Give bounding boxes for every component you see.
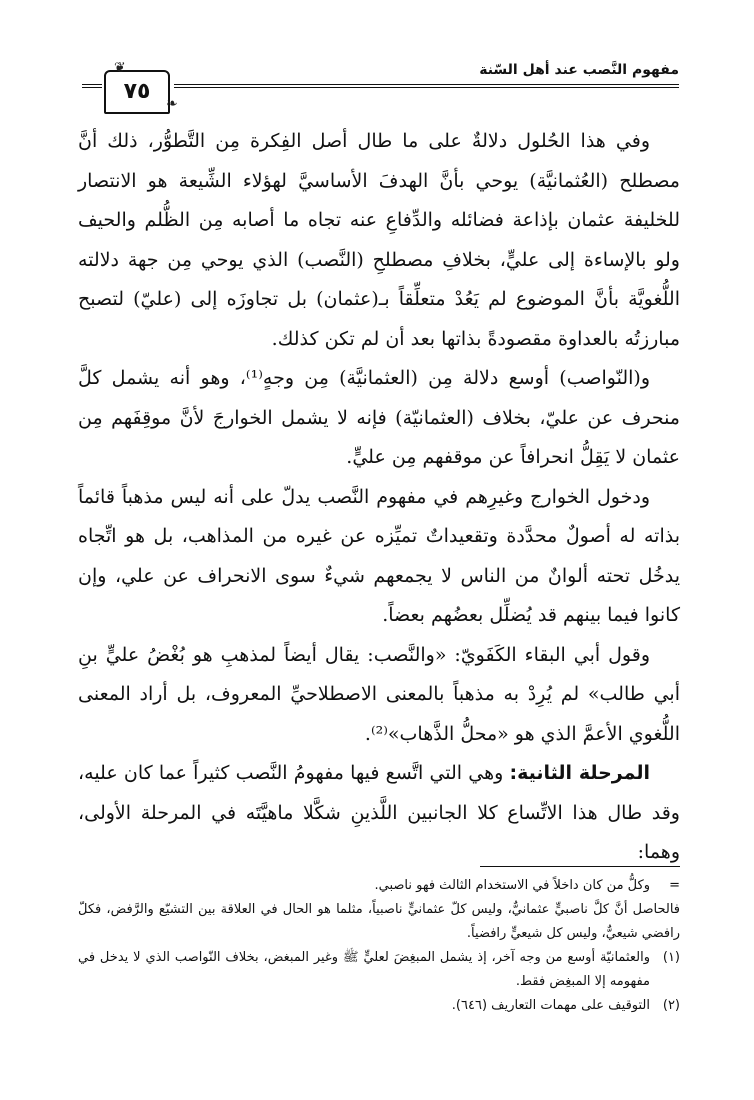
page-number-frame	[104, 70, 170, 114]
footnote-text: التوقيف على مهمات التعاريف (٦٤٦).	[451, 998, 650, 1013]
footnote-text: وكلُّ من كان داخلاً في الاستخدام الثالث فهو ناصبي.	[374, 878, 650, 893]
main-text	[78, 122, 680, 873]
continuation-mark: =	[669, 878, 680, 893]
page-number: ٧٥	[123, 79, 151, 104]
stage-text: وهي التي اتَّسع فيها مفهومُ النَّصب كثيراً عما كان عليه، وقد طال هذا الاتِّساع كلا الجانبين اللَّذينِ شكَّلا ماهيَّتَه في المرحلة الأولى، وهما:	[78, 762, 680, 863]
floral-ornament-icon: ❧	[166, 96, 178, 112]
footnote-text: فالحاصل أنَّ كلَّ ناصبيٍّ عثمانيٌّ، وليس كلّ عثمانيٍّ ناصبياً، مثلما هو الحال في العلاقة بين التشيّع والرَّفض، فكلّ رافضي شيعيٌّ، وليس كل شيعيٍّ رافضياً.	[78, 902, 680, 941]
page-header	[82, 56, 679, 116]
footnote-continuation	[78, 874, 680, 898]
footnotes	[78, 874, 680, 1018]
floral-ornament-icon: ❦	[114, 60, 126, 76]
footnote-text: والعثمانيّة أوسع من وجه آخر، إذ يشمل المبغِضَ لعليٍّ ﷺ وغير المبغض، بخلاف النّواصب الذي لا يدخل في مفهومه إلا المبغِض فقط.	[78, 950, 650, 989]
paragraph: و(النّواصب) أوسع دلالة مِن (العثمانيَّة) مِن وجهٍ⁽¹⁾، وهو أنه يشمل كلَّ منحرف عن عليّ، بخلاف (العثمانيّة) فإنه لا يشمل الخوارجَ لأنَّ موقِفَهم مِن عثمان لا يَقِلُّ انحرافاً عن موقفهم مِن عليٍّ.	[78, 367, 680, 468]
footnote-marker: (١)	[662, 950, 680, 965]
paragraph: وفي هذا الحُلول دلالةٌ على ما طال أصل الفِكرة مِن التَّطوُّر، ذلك أنَّ مصطلح (العُثمانيَّة) يوحي بأنَّ الهدفَ الأساسيَّ لهؤلاء الشِّيعة هو الانتصار للخليفة عثمان بإذاعة فضائله والدِّفاعِ عنه تجاه ما أصابه مِن الظُّلم والحيف ولو بالإساءة إلى عليٍّ، بخلافِ مصطلحِ (النَّصب) الذي يوحي مِن جهة دلالته اللُّغويَّة بأنَّ الموضوع لم يَعُدْ متعلِّقاً بـ(عثمان) بل تجاوزَه إلى (عليّ) لتصبح مبارزتُه بالعداوة مقصودةً بذاتها بعد أن لم تكن كذلك.	[78, 130, 680, 350]
paragraph: وقول أبي البقاء الكَفَويّ: «والنَّصب: يقال أيضاً لمذهبِ هو بُغْضُ عليٍّ بنِ أبي طالب» لم يُرِدْ به مذهباً بالمعنى الاصطلاحيِّ المعروف، بل أراد المعنى اللُّغوي الأعمَّ الذي هو «محلُّ الذَّهاب»⁽²⁾.	[78, 643, 680, 745]
footnote-separator	[480, 866, 680, 867]
running-title: مفهوم النَّصب عند أهل السّنة	[479, 62, 679, 78]
header-rule	[174, 84, 679, 85]
header-rule	[82, 84, 102, 85]
stage-paragraph	[78, 754, 680, 873]
header-rule	[82, 87, 102, 88]
header-rule	[174, 87, 679, 88]
footnote-2	[78, 994, 680, 1018]
paragraph: ودخول الخوارج وغيرِهم في مفهوم النَّصب يدلّ على أنه ليس مذهباً قائماً بذاته له أصولٌ محدَّدة وتقعيداتٌ تميِّزه عن غيره من المذاهب، بل هو اتِّجاه يدخُل تحته ألوانٌ من الناس لا يجمعهم شيءٌ سوى الانحراف عن علي، وإن كانوا فيما بينهم قد يُضلِّل بعضُهم بعضاً.	[78, 485, 680, 626]
stage-heading: المرحلة الثانية:	[509, 762, 651, 784]
footnote-1	[78, 946, 680, 994]
footnote-marker: (٢)	[662, 998, 680, 1013]
